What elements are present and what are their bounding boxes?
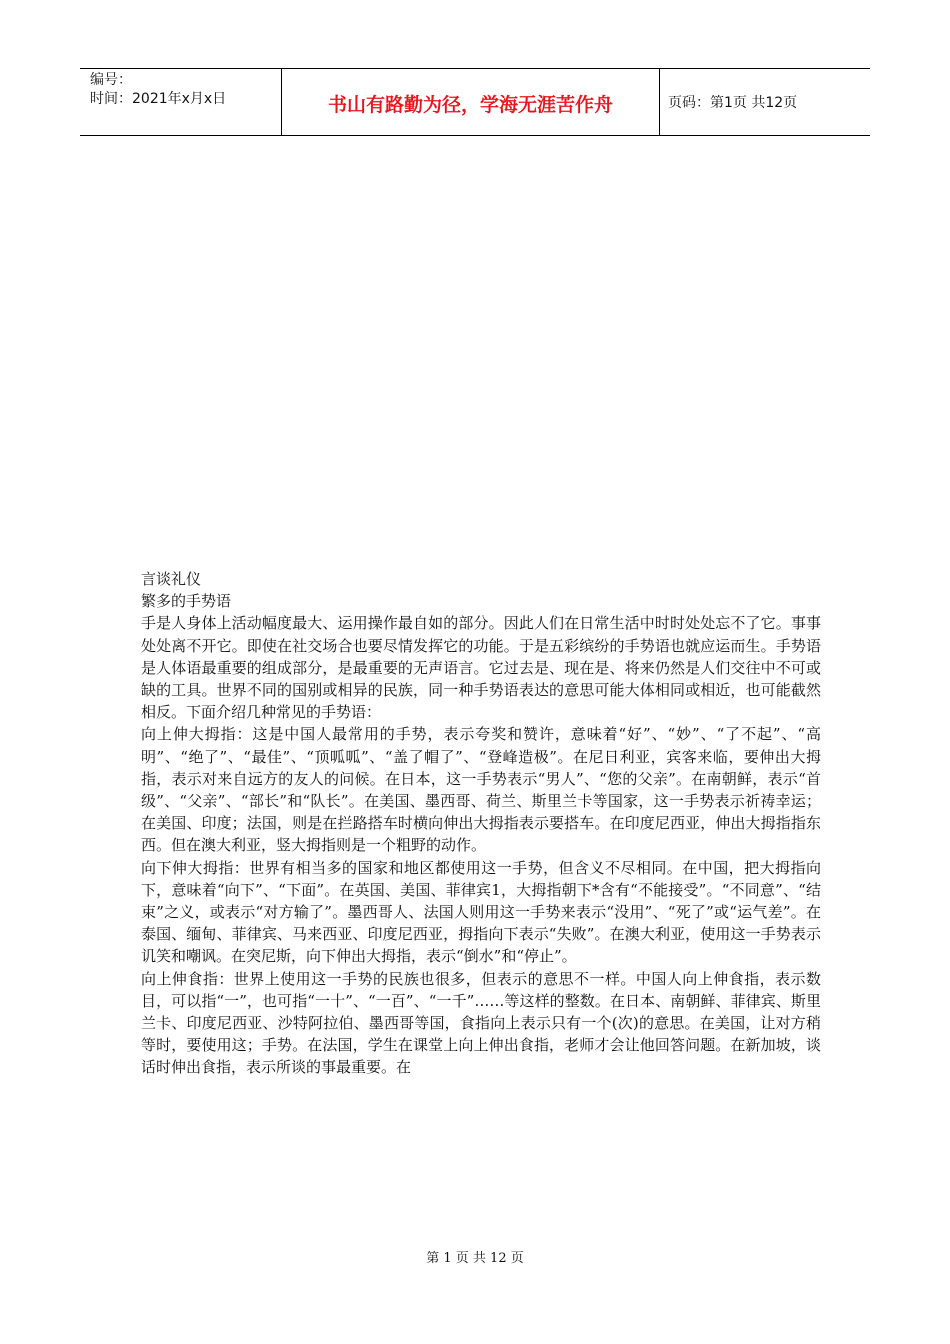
page-footer: 第 1 页 共 12 页 [426,1251,524,1266]
paragraph-thumb-down: 向下伸大拇指：世界有相当多的国家和地区都使用这一手势，但含义不尽相同。在中国，把大拇指向下，意味着“向下”、“下面”。在英国、美国、菲律宾1，大拇指朝下*含有“不能接受”。“不同意”、“结束”之义，或表示“对方输了”。墨西哥人、法国人则用这一手势来表示“没用”、“死了”或“运气差”。在泰国、缅甸、菲律宾、马来西亚、印度尼西亚，拇指向下表示“失败”。在澳大利亚，使用这一手势表示讥笑和嘲讽。在突尼斯，向下伸出大拇指，表示“倒水”和“停止”。 [141,858,821,966]
header-page-label: 页码：第1页 共12页 [668,95,798,111]
document-body [141,568,821,1079]
header-motto: 书山有路勤为径，学海无涯苦作舟 [282,69,660,135]
time-label: 时间：2021年x月x日 [90,91,227,107]
paragraph-index-up: 向上伸食指：世界上使用这一手势的民族也很多，但表示的意思不一样。中国人向上伸食指，表示数目，可以指“一”，也可指“一十”、“一百”、“一千”……等这样的整数。在日本、南朝鲜、菲律宾、斯里兰卡、印度尼西亚、沙特阿拉伯、墨西哥等国，食指向上表示只有一个(次)的意思。在美国，让对方稍等时，要使用这；手势。在法国，学生在课堂上向上伸出食指，老师才会让他回答问题。在新加坡，谈话时伸出食指，表示所谈的事最重要。在 [141,969,821,1077]
page-header [80,68,870,136]
number-label: 编号： [90,72,132,88]
header-meta-cell [80,69,282,135]
section-heading: 繁多的手势语 [141,592,232,611]
paragraph-intro: 手是人身体上活动幅度最大、运用操作最自如的部分。因此人们在日常生活中时时处处忘不了它。事事处处离不开它。即使在社交场合也要尽情发挥它的功能。于是五彩缤纷的手势语也就应运而生。手势语是人体语最重要的组成部分，是最重要的无声语言。它过去是、现在是、将来仍然是人们交往中不可或缺的工具。世界不同的国别或相异的民族，同一种手势语表达的意思可能大体相同或相近，也可能截然相反。下面介绍几种常见的手势语： [141,614,821,722]
paragraph-thumb-up: 向上伸大拇指：这是中国人最常用的手势，表示夸奖和赞许，意味着“好”、“妙”、“了不起”、“高明”、“绝了”、“最佳”、“顶呱呱”、“盖了帽了”、“登峰造极”。在尼日利亚，宾客来临，要伸出大拇指，表示对来自远方的友人的问候。在日本，这一手势表示“男人”、“您的父亲”。在南朝鲜，表示“首级”、“父亲”、“部长”和“队长”。在美国、墨西哥、荷兰、斯里兰卡等国家，这一手势表示祈祷幸运；在美国、印度；法国，则是在拦路搭车时横向伸出大拇指表示要搭车。在印度尼西亚，伸出大拇指指东西。但在澳大利亚，竖大拇指则是一个粗野的动作。 [141,725,821,855]
document-title: 言谈礼仪 [141,570,202,588]
